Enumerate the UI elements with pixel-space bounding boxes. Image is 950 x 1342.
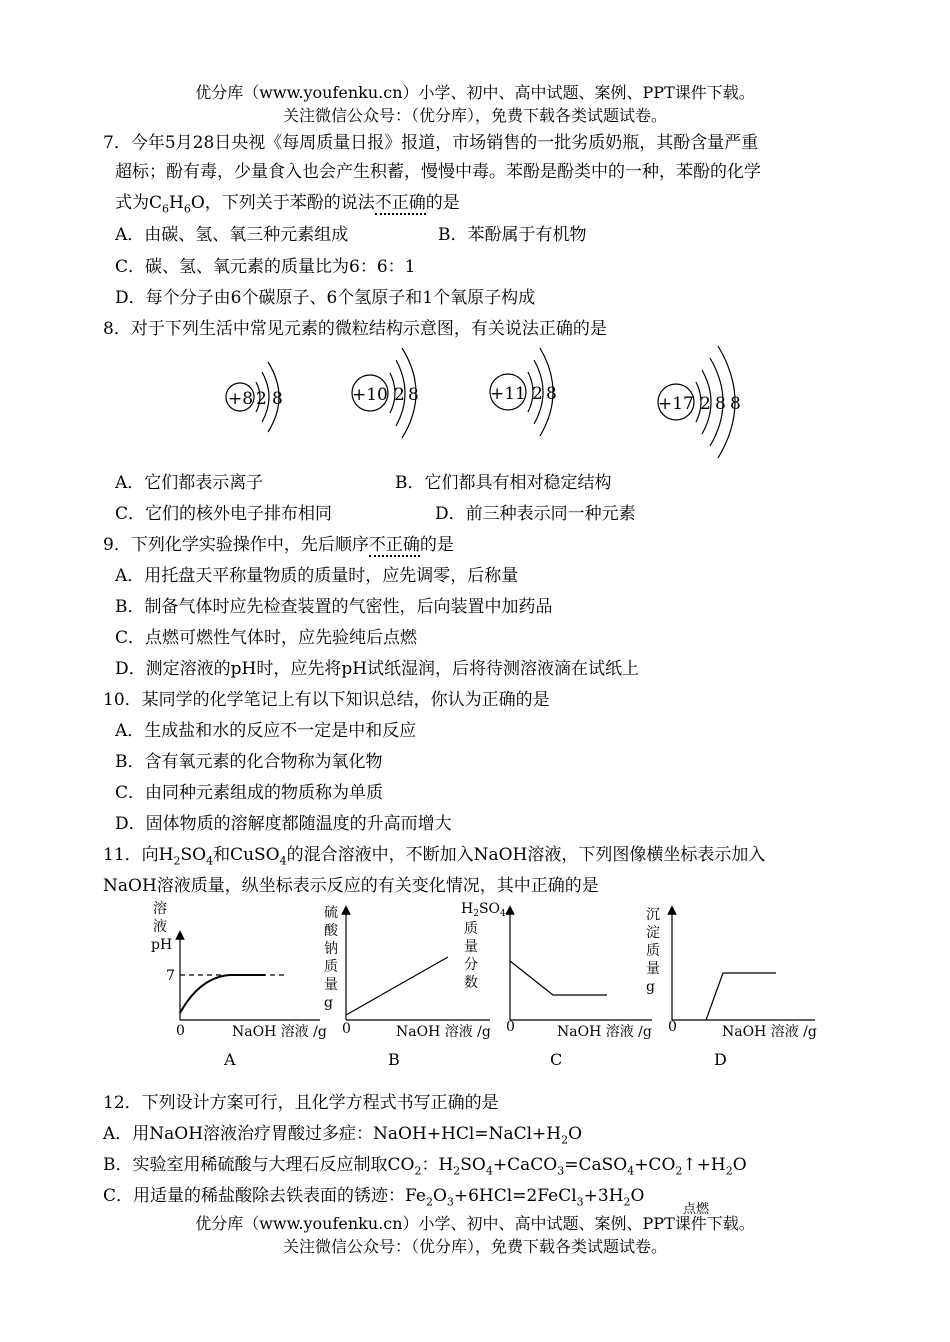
footer-line-2: 关注微信公众号：（优分库），免费下载各类试题试卷。 xyxy=(282,1237,667,1256)
q10-option-c: C．由同种元素组成的物质称为单质 xyxy=(115,783,384,803)
shell-count: 8 xyxy=(730,394,741,414)
shell-count: 8 xyxy=(715,394,726,414)
q12-text: =CaSO xyxy=(564,1155,628,1175)
graph-a-ylabel: pH xyxy=(151,937,173,953)
q12-text: O xyxy=(630,1186,645,1206)
shell-count: 2 xyxy=(256,389,267,409)
q12-sub: 2 xyxy=(675,1164,683,1178)
graph-d-ylabel: 量 xyxy=(646,961,660,977)
graph-a-tick-7: 7 xyxy=(166,968,175,984)
graph-c-ylabel-sub: 4 xyxy=(500,909,506,919)
graph-c-ylabel: 分 xyxy=(464,957,478,973)
graph-b-xlabel: NaOH 溶液 /g xyxy=(396,1024,491,1040)
q12-text: +6HCl=2FeCl xyxy=(453,1186,577,1206)
graph-c-ylabel-part: H xyxy=(461,901,474,917)
q7-option-b: B．苯酚属于有机物 xyxy=(438,225,587,245)
graph-d-ylabel: g xyxy=(646,979,655,995)
q8-option-d: D．前三种表示同一种元素 xyxy=(435,504,636,524)
q12-sub: 2 xyxy=(561,1133,569,1147)
graph-d-ylabel: 沉 xyxy=(646,907,660,923)
q7-line-2: 超标；酚有毒，少量食入也会产生积蓄，慢慢中毒。苯酚是酚类中的一种，苯酚的化学 xyxy=(115,162,761,182)
q12-text: A．用NaOH溶液治疗胃酸过多症：NaOH+HCl=NaCl+H xyxy=(103,1124,562,1144)
q12-text: ：H xyxy=(421,1155,454,1175)
q7-option-c: C．碳、氢、氧元素的质量比为6：6：1 xyxy=(115,257,416,277)
q12-sub: 3 xyxy=(557,1164,565,1178)
q11-line-2: NaOH溶液质量，纵坐标表示反应的有关变化情况，其中正确的是 xyxy=(103,876,599,896)
q7-option-d: D．每个分子由6个碳原子、6个氢原子和1个氧原子构成 xyxy=(115,288,536,308)
graph-b-ylabel: 钠 xyxy=(324,941,338,957)
q12-text: +CaCO xyxy=(492,1155,558,1175)
q10-option-a: A．生成盐和水的反应不一定是中和反应 xyxy=(115,721,417,741)
graph-b-ylabel: 酸 xyxy=(324,923,338,939)
q12-sub: 4 xyxy=(485,1164,493,1178)
nucleus-charge-3: +11 xyxy=(490,384,526,404)
nucleus-charge-1: +8 xyxy=(228,389,254,409)
graph-b-line xyxy=(346,957,448,1015)
graph-b-ylabel: g xyxy=(324,995,333,1011)
q7-h: H xyxy=(169,193,184,213)
q9-stem-end: 的是 xyxy=(419,535,454,555)
q11-graphs xyxy=(0,895,950,1075)
q9-stem xyxy=(103,530,454,555)
header-line-1: 优分库（www.youfenku.cn）小学、初中、高中试题、案例、PPT课件下载。 xyxy=(195,83,755,102)
q8-option-a: A．它们都表示离子 xyxy=(115,473,264,493)
q12-text: O xyxy=(432,1186,447,1206)
graph-a-xlabel: NaOH 溶液 /g xyxy=(232,1024,327,1040)
q11-text: SO xyxy=(180,845,207,865)
q9-stem-pre: 9．下列化学实验操作中，先后顺序 xyxy=(103,535,369,555)
q11-line-1 xyxy=(103,840,765,867)
graph-c-ylabel-top xyxy=(461,901,506,919)
q11-sub: 4 xyxy=(279,854,287,868)
graph-b-ylabel: 质 xyxy=(324,959,338,975)
q11-sub: 2 xyxy=(173,854,181,868)
graph-c-xlabel: NaOH 溶液 /g xyxy=(557,1024,652,1040)
q7-emphasis: 不正确 xyxy=(374,193,426,213)
q7-sub: 6 xyxy=(162,202,170,216)
q12-sub: 3 xyxy=(446,1195,454,1209)
q9-option-b: B．制备气体时应先检查装置的气密性，后向装置中加药品 xyxy=(115,597,553,617)
q12-sub: 2 xyxy=(414,1164,422,1178)
graph-d-letter: D xyxy=(714,1050,727,1069)
graph-b-ylabel: 量 xyxy=(324,977,338,993)
graph-c-ylabel: 数 xyxy=(464,975,478,991)
q11-sub: 4 xyxy=(206,854,214,868)
graph-d-line xyxy=(706,973,776,1020)
graph-b-origin: 0 xyxy=(342,1021,351,1037)
q12-stem: 12．下列设计方案可行，且化学方程式书写正确的是 xyxy=(103,1093,499,1113)
q7-line-3-end: 的是 xyxy=(425,193,460,213)
q7-sub: 6 xyxy=(183,202,191,216)
q7-line-3-mid: O，下列关于苯酚的说法 xyxy=(190,193,375,213)
graph-d-ylabel: 淀 xyxy=(646,925,660,941)
q12-text: +3H xyxy=(583,1186,624,1206)
q11-text: 11．向H xyxy=(103,845,174,865)
header-line-2: 关注微信公众号：（优分库），免费下载各类试题试卷。 xyxy=(282,106,667,125)
q12-option-c xyxy=(103,1181,644,1208)
graph-c-ylabel-part: SO xyxy=(478,901,501,917)
q12-sub: 3 xyxy=(576,1195,584,1209)
graph-b-letter: B xyxy=(388,1050,400,1069)
graph-d-xlabel: NaOH 溶液 /g xyxy=(722,1024,817,1040)
q10-stem: 10．某同学的化学笔记上有以下知识总结，你认为正确的是 xyxy=(103,690,550,710)
graph-a-ylabel: 液 xyxy=(153,919,167,935)
q7-line-1: 7．今年5月28日央视《每周质量日报》报道，市场销售的一批劣质奶瓶，其酚含量严重 xyxy=(103,133,759,153)
q11-text: 和CuSO xyxy=(213,845,280,865)
q12-text: O xyxy=(568,1124,583,1144)
shell-count: 8 xyxy=(272,389,283,409)
shell-count: 2 xyxy=(394,385,405,405)
q8-option-c: C．它们的核外电子排布相同 xyxy=(115,504,333,524)
graph-a-ylabel: 溶 xyxy=(153,901,167,917)
nucleus-charge-4: +17 xyxy=(658,394,694,414)
graph-c-ylabel-sub: 2 xyxy=(473,909,479,919)
q9-option-a: A．用托盘天平称量物质的质量时，应先调零，后称量 xyxy=(115,566,519,586)
graph-c-origin: 0 xyxy=(506,1019,515,1035)
q9-option-d: D．测定溶液的pH时，应先将pH试纸湿润，后将待测溶液滴在试纸上 xyxy=(115,659,640,679)
graph-a-letter: A xyxy=(224,1050,236,1069)
q8-stem: 8．对于下列生活中常见元素的微粒结构示意图，有关说法正确的是 xyxy=(103,319,607,339)
graph-c-letter: C xyxy=(550,1050,563,1069)
footer-line-1: 优分库（www.youfenku.cn）小学、初中、高中试题、案例、PPT课件下载。 xyxy=(195,1214,755,1233)
q12-text: O xyxy=(732,1155,747,1175)
graph-a-curve xyxy=(180,975,265,1013)
graph-a-origin: 0 xyxy=(176,1023,185,1039)
q7-option-a: A．由碳、氢、氧三种元素组成 xyxy=(115,225,349,245)
graph-d-ylabel: 质 xyxy=(646,943,660,959)
q7-line-3 xyxy=(115,188,460,215)
q12-text: ↑+H xyxy=(682,1155,726,1175)
q12-text: B．实验室用稀硫酸与大理石反应制取CO xyxy=(103,1155,415,1175)
graph-d-origin: 0 xyxy=(668,1019,677,1035)
shell-count: 2 xyxy=(532,384,543,404)
q12-sub: 2 xyxy=(425,1195,433,1209)
q12-sub: 2 xyxy=(623,1195,631,1209)
atomic-structure-diagrams xyxy=(0,340,950,460)
graph-c-line xyxy=(510,961,607,995)
stray-label: 点燃 xyxy=(683,1202,710,1217)
q9-option-c: C．点燃可燃性气体时，应先验纯后点燃 xyxy=(115,628,418,648)
shell-count: 8 xyxy=(408,385,419,405)
q10-option-b: B．含有氧元素的化合物称为氧化物 xyxy=(115,752,383,772)
q12-text: C．用适量的稀盐酸除去铁表面的锈迹：Fe xyxy=(103,1186,426,1206)
nucleus-charge-2: +10 xyxy=(352,385,388,405)
q11-text: 的混合溶液中，不断加入NaOH溶液，下列图像横坐标表示加入 xyxy=(286,845,766,865)
q12-sub: 2 xyxy=(453,1164,461,1178)
q12-sub: 4 xyxy=(627,1164,635,1178)
q9-emphasis: 不正确 xyxy=(368,535,420,555)
q7-line-3-pre: 式为C xyxy=(115,193,163,213)
q12-sub: 2 xyxy=(725,1164,733,1178)
graph-c-ylabel: 质 xyxy=(464,921,478,937)
q12-option-a xyxy=(103,1119,582,1146)
q8-option-b: B．它们都具有相对稳定结构 xyxy=(395,473,612,493)
shell-count: 2 xyxy=(700,394,711,414)
q10-option-d: D．固体物质的溶解度都随温度的升高而增大 xyxy=(115,814,452,834)
q12-text: +CO xyxy=(634,1155,676,1175)
q12-option-b xyxy=(103,1150,747,1177)
graph-c-ylabel: 量 xyxy=(464,939,478,955)
graph-b-ylabel: 硫 xyxy=(324,905,338,921)
shell-count: 8 xyxy=(546,384,557,404)
q12-text: SO xyxy=(460,1155,486,1175)
